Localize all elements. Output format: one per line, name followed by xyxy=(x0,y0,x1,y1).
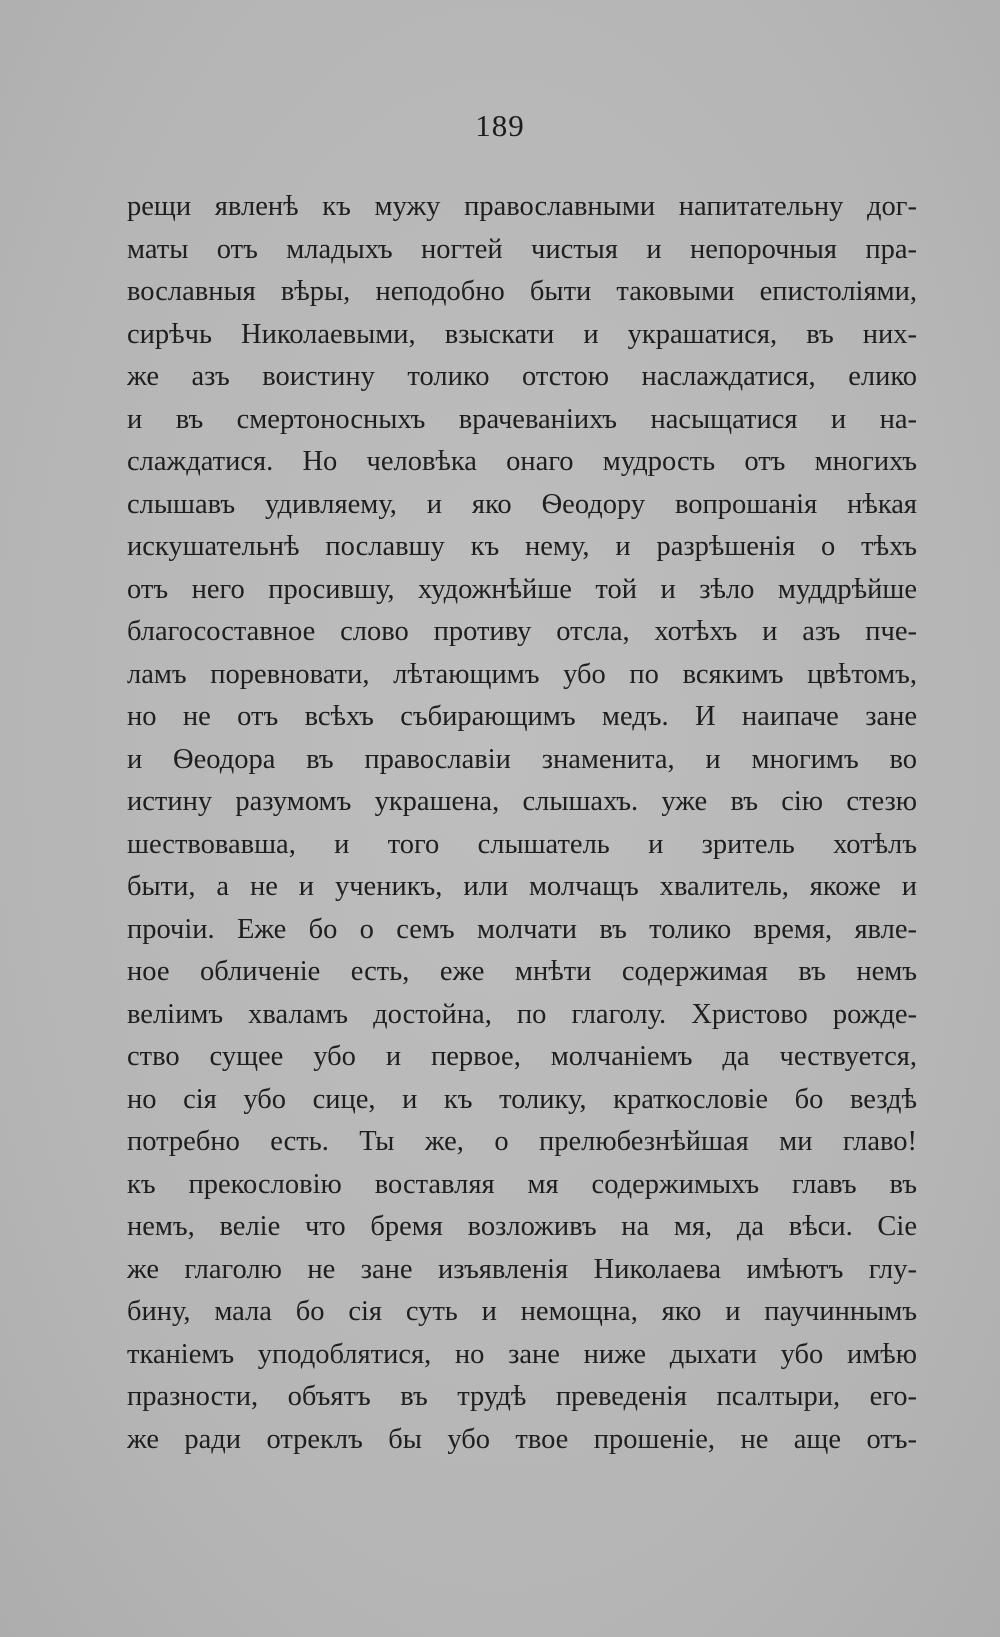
text-line: же глаголю не зане изъявленія Николаева имѣютъ глу- xyxy=(127,1253,917,1285)
text-line: рещи явленѣ къ мужу православными напитательну дог- xyxy=(127,191,917,222)
body-text xyxy=(127,186,917,1461)
text-line: же ради отреклъ бы убо твое прошеніе, не аще отъ- xyxy=(127,1423,917,1455)
text-line: ламъ поревновати, лѣтающимъ убо по всякимъ цвѣтомъ, xyxy=(127,658,917,690)
text-line: потребно есть. Ты же, о прелюбезнѣйшая ми главо! xyxy=(127,1126,917,1157)
text-line: ство сущее убо и первое, молчаніемъ да чествуется, xyxy=(127,1041,917,1072)
text-line: но сія убо сице, и къ толику, краткословіе бо вездѣ xyxy=(127,1083,917,1115)
text-line: слышавъ удивляему, и яко Ѳеодору вопрошанія нѣкая xyxy=(127,488,917,520)
text-line: отъ него просившу, художнѣйше той и зѣло муддрѣйше xyxy=(127,573,917,605)
text-line: шествовавша, и того слышатель и зритель хотѣлъ xyxy=(127,828,917,860)
text-line: бину, мала бо сія суть и немощна, яко и паучиннымъ xyxy=(127,1296,917,1327)
text-line: немъ, веліе что бремя возложивъ на мя, да вѣси. Сіе xyxy=(127,1211,917,1242)
page-number: 189 xyxy=(475,108,525,143)
text-line: маты отъ младыхъ ногтей чистыя и непорочныя пра- xyxy=(127,233,917,265)
text-line: но не отъ всѣхъ събирающимъ медъ. И наипаче зане xyxy=(127,701,917,732)
text-line: благосоставное слово противу отсла, хотѣхъ и азъ пче- xyxy=(127,616,917,647)
text-line: ное обличеніе есть, еже мнѣти содержимая въ немъ xyxy=(127,956,917,987)
text-line: же азъ воистину толико отстою наслаждатися, елико xyxy=(127,361,917,392)
text-line: истину разумомъ украшена, слышахъ. уже въ сію стезю xyxy=(127,786,917,817)
text-line: сирѣчь Николаевыми, взыскати и украшатися, въ них- xyxy=(127,318,917,350)
text-line: веліимъ хваламъ достойна, по глаголу. Христово рожде- xyxy=(127,998,917,1030)
text-line: слаждатися. Но человѣка онаго мудрость отъ многихъ xyxy=(127,446,917,477)
text-line: искушательнѣ пославшу къ нему, и разрѣшенія о тѣхъ xyxy=(127,531,917,562)
text-line: и въ смертоносныхъ врачеваніихъ насыщатися и на- xyxy=(127,403,917,435)
text-line: тканіемъ уподоблятися, но зане ниже дыхати убо имѣю xyxy=(127,1338,917,1370)
text-line: празности, объятъ въ трудѣ преведенія псалтыри, его- xyxy=(127,1381,917,1412)
text-line: прочіи. Еже бо о семъ молчати въ толико время, явле- xyxy=(127,913,917,945)
text-line: и Ѳеодора въ православіи знаменита, и многимъ во xyxy=(127,743,917,775)
text-line: вославныя вѣры, неподобно быти таковыми епистоліями, xyxy=(127,276,917,307)
text-line: къ прекословію воставляя мя содержимыхъ главъ въ xyxy=(127,1168,917,1200)
text-line: быти, а не и ученикъ, или молчащъ хвалитель, якоже и xyxy=(127,871,917,902)
